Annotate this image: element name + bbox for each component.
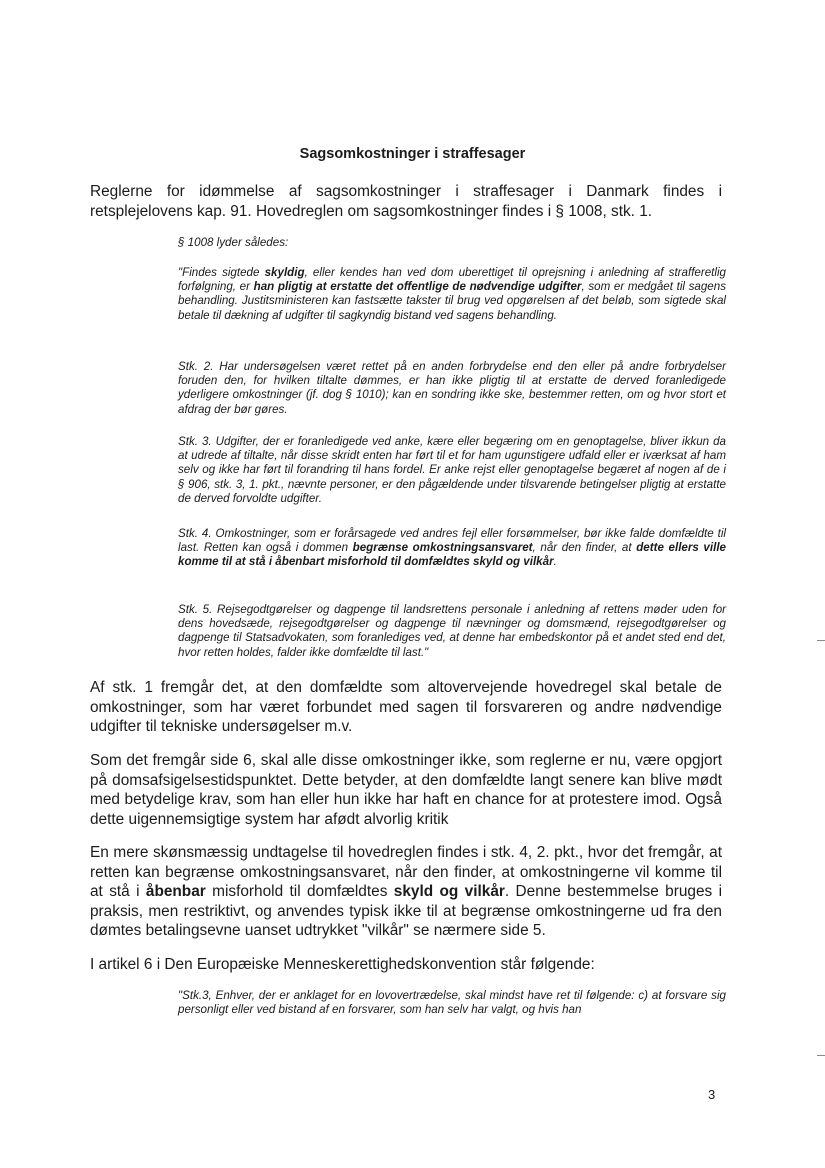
quote-stk3: Stk. 3. Udgifter, der er foranledigede ved anke, kære eller begæring om en genoptagelse, bliver ikkun da at udrede af tiltalte, når disse skridt enten har ført til et for ham ugunstigere udfald eller er iværksat af ham selv og ikke har ført til forandring til hans fordel. Er anke rejst eller genoptagelse begæret af nogen af de i § 906, stk. 3, 1. pkt., nævnte personer, er den pågældende under tilsvarende betingelser pligtig at erstatte de derved forvoldte udgifter. [178,435,726,505]
scan-edge-mark-lower [817,1055,825,1056]
bold-begraense: begrænse omkostningsansvaret [352,541,533,555]
quote-stk2: Stk. 2. Har undersøgelsen været rettet på en anden forbrydelse end den eller på andre forbrydelser foruden den, for hvilken tiltalte dømmes, er han ikke pligtig til at erstatte de derved foranledigede yderligere omkostninger (jf. dog § 1010); kan en sondring ikke ske, bestemmer retten, om og hvor stort et afdrag der bør gøres. [178,360,726,416]
paragraph-artikel6: I artikel 6 i Den Europæiske Menneskerettighedskonvention står følgende: [90,956,595,973]
page-number: 3 [708,1087,716,1102]
quote-stk4: Stk. 4. Omkostninger, som er forårsagede ved andres fejl eller forsømmelser, bør ikke falde domfældte til last. Retten kan også i dommen begrænse omkostningsansvaret, når den finder, at dette ellers ville komme til at stå i åbenbart misforhold til domfældtes skyld og vilkår. [178,527,726,569]
quote-intro: § 1008 lyder således: [178,236,289,249]
document-title: Sagsomkostninger i straffesager [299,146,526,162]
quote-stk5: Stk. 5. Rejsegodtgørelser og dagpenge til landsrettens personale i anledning af rettens møder uden for dens hovedsæde, rejsegodtgørelser og dagpenge til nævninger og domsmænd, rejsegodtgørelser og dagpenge til Statsadvokaten, som foranlediges ved, at denne har embedskontor på et andet sted end det, hvor retten holdes, falder ikke domfældte til last." [178,603,726,659]
scan-edge-mark [817,640,825,641]
bold-skyld-og-vilkaar: skyld og vilkår [393,883,505,900]
bold-skyldig: skyldig [264,266,305,279]
bold-misforhold: dette ellers ville komme til at stå i åbenbart misforhold til domfældtes skyld og vilkår [178,541,726,569]
paragraph-undtagelse: En mere skønsmæssig undtagelse til hovedreglen findes i stk. 4, 2. pkt., hvor det fremgår, at retten kan begrænse omkostningsansvaret, når den finder, at omkostningerne vil komme til at stå i åbenbar misforhold til domfældtes skyld og vilkår. Denne bestemmelse bruges i praksis, men restriktivt, og anvendes typisk ikke til at begrænse omkostningerne ud fra den dømtes betalingsevne uanset udtrykket "vilkår" se nærmere side 5. [90,844,722,939]
intro-paragraph: Reglerne for idømmelse af sagsomkostninger i straffesager i Danmark findes i retsplejelovens kap. 91. Hovedreglen om sagsomkostninger findes i § 1008, stk. 1. [90,183,722,220]
bold-pligtig: han pligtig at erstatte det offentlige de nødvendige udgifter [253,280,582,294]
quote-stk1: "Findes sigtede skyldig, eller kendes han ved dom uberettiget til oprejsning i anledning af strafferetlig forfølgning, er han pligtig at erstatte det offentlige de nødvendige udgifter, som er medgået til sagens behandling. Justitsministeren kan fastsætte takster til brug ved opgørelsen af det beløb, som sigtede skal betale til dækning af udgifter til sagkyndig bistand ved sagens behandling. [178,266,726,322]
paragraph-af-stk1: Af stk. 1 fremgår det, at den domfældte som altovervejende hovedregel skal betale de omkostninger, som har været forbundet med sagen til forsvareren og andre nødvendige udgifter til tekniske undersøgelser m.v. [90,679,722,735]
paragraph-side6: Som det fremgår side 6, skal alle disse omkostninger ikke, som reglerne er nu, være opgjort på domsafsigelsestidspunktet. Dette betyder, at den domfældte langt senere kan blive mødt med betydelige krav, som han eller hun ikke har haft en chance for at protestere imod. Også dette uigennemsigtige system har afødt alvorlig kritik [90,752,722,828]
quote-emrk: "Stk.3, Enhver, der er anklaget for en lovovertrædelse, skal mindst have ret til følgende: c) at forsvare sig personligt eller ved bistand af en forsvarer, som han selv har valgt, og hvis han [178,989,726,1017]
bold-aabenbar: åbenbar [145,883,206,900]
